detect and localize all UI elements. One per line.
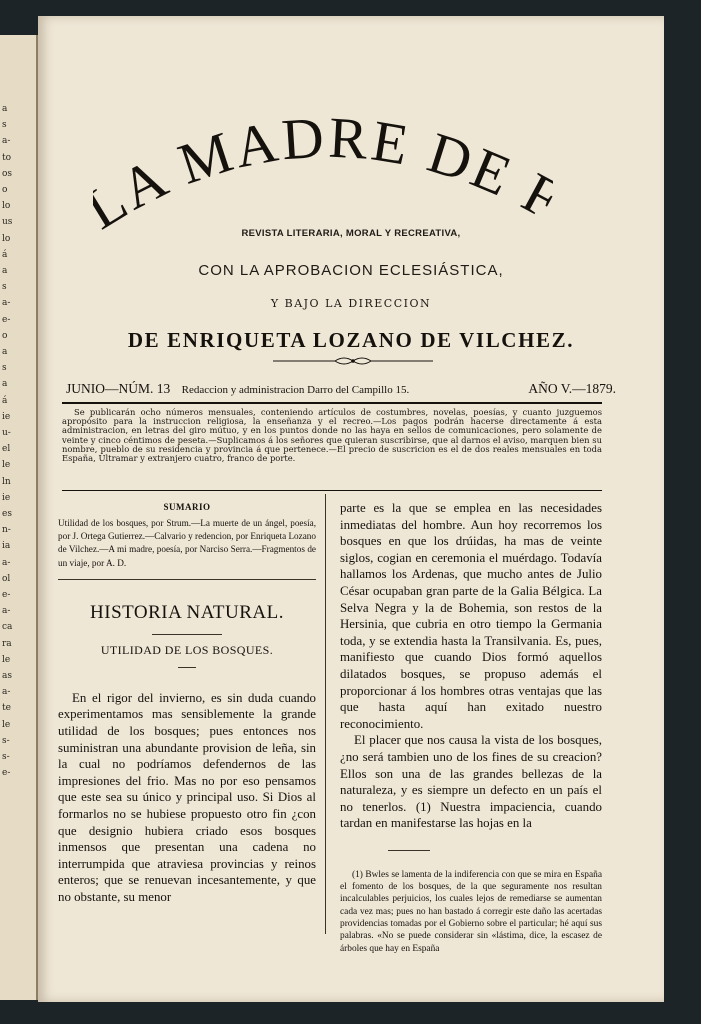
newspaper-page	[38, 16, 664, 1002]
issue-number: JUNIO—NÚM. 13	[66, 381, 171, 396]
facing-page-fragment: s-	[2, 735, 10, 746]
facing-page-fragment: o	[2, 330, 8, 341]
article-paragraph-2: parte es la que se emplea en las necesidades inmediatas del hombre. Aun hoy recorremos los bosques en que los drúidas, ha mas de veinte siglos, cogian en ceremonia el muérdago. Todavía hallamos los Ardenas, que mucho antes de Julio César ocupaban gran parte de la Galia Bélgica. La Selva Negra y la de Bohemia, son restos de la Hersinia, que cubria en otro tiempo la Germania toda, y se extendia hasta la Transilvania. Es, pues, manifiesto que cuando Dios formó aquellos dilatados bosques, se propuso además el proporcionar á los hombres otras ventajas que las que hasta aquí han exitado nuestro reconocimiento.	[340, 501, 602, 731]
facing-page-fragment: u-	[2, 428, 11, 438]
section-rule	[152, 634, 222, 635]
right-column	[340, 500, 602, 955]
facing-page-fragment: ca	[2, 622, 13, 633]
facing-page-fragment: á	[2, 395, 8, 406]
facing-page-fragment: lo	[2, 233, 11, 244]
facing-page-fragment: le	[2, 460, 11, 471]
column-divider	[325, 494, 326, 934]
footnote: (1) Bwles se lamenta de la indiferencia con que se mira en España el fomento de los bosques, de la que seguramente nos resultan incalculables perjuicios, los cuales lejos de remediarse se aumentan cada vez mas; pues no han bastado á corregir este daño las acertadas providencias tomadas por el Gobierno sobre el particular; hé aquí sus palabras. «No se puede considerar sin «lástima, dice, la escasez de árboles que hay en España	[340, 869, 602, 954]
sumario-contents: Utilidad de los bosques, por Strum.—La muerte de un ángel, poesía, por J. Ortega Gutierrez.—Calvario y redencion, por Enriqueta Lozano de Vilchez.—A mi madre, poesía, por Narciso Serra.—Fragmentos de un viaje, por A. D.	[58, 518, 316, 568]
facing-page-fragment: lo	[2, 201, 11, 212]
facing-page-fragment: e-	[2, 768, 11, 779]
director-name: DE ENRIQUETA LOZANO DE VILCHEZ.	[127, 328, 575, 352]
journal-subtitle: REVISTA LITERARIA, MORAL Y RECREATIVA,	[241, 228, 461, 239]
facing-page-fragment: ie	[2, 411, 11, 422]
facing-page-fragment: e-	[2, 314, 11, 325]
facing-page-fragment: te	[2, 703, 11, 714]
facing-page-fragment: le	[2, 719, 11, 730]
facing-page-fragment: a	[2, 266, 8, 276]
facing-page-fragment: n-	[2, 525, 11, 536]
article-paragraph-1: En el rigor del invierno, es sin duda cuando experimentamos mas sensiblemente la grande utilidad de los bosques; pues entonces nos suministran una abundante provision de leña, sin la cual no podríamos defendernos de las impresiones del frio. Mas no por eso pensamos que este sea su único y principal uso. Si Dios al formarlos no se hubiese propuesto otro fin ¿con que designio hubiera criado esos bosques inmensos que presentan una cadena no interrumpida que atraviesa provincias y reinos enteros; que se renuevan incesantemente, y que no obstante, su menor	[58, 690, 316, 904]
facing-page-fragment: o	[2, 185, 8, 195]
masthead-text: A MADRE DE	[110, 111, 523, 223]
facing-page-fragment: to	[2, 152, 12, 163]
ornament-divider	[273, 355, 433, 367]
facing-page-fragment: os	[2, 168, 13, 179]
facing-page-fragment: s	[2, 282, 7, 293]
facing-page-fragment: a-	[2, 557, 11, 568]
facing-page-fragment: a	[2, 347, 8, 357]
facing-page-fragment: ln	[2, 476, 11, 487]
facing-page-fragment: s-	[2, 752, 10, 762]
facing-page-fragment: us	[2, 217, 13, 228]
facing-page-fragment: a-	[2, 606, 11, 617]
left-column	[58, 500, 316, 906]
rule-bottom	[62, 490, 602, 491]
footnote-rule	[388, 850, 430, 851]
svg-text:LA MADRE DE FAMILIA,	[93, 111, 553, 242]
facing-page-fragment: s	[2, 120, 7, 131]
facing-page-fragment: ra	[2, 638, 12, 649]
issue-info-line	[66, 381, 616, 397]
facing-page-fragment: e-	[2, 590, 11, 600]
article-paragraph-3: El placer que nos causa la vista de los bosques, ¿no será tambien uno de los fines de su creacion? Ellos son una de las grandes bellezas de la naturaleza, y es siempre un defecto en un país el no tenerlos. (1) Nuestra impaciencia, cuando tardan en manifestarse las hojas en la	[340, 733, 602, 831]
facing-page-fragment: a	[2, 379, 8, 390]
facing-page-fragment: le	[2, 654, 11, 665]
facing-page-edge	[0, 35, 38, 1000]
article-title: UTILIDAD DE LOS BOSQUES.	[100, 642, 274, 657]
facing-page-fragment: ie	[2, 492, 11, 503]
facing-page-fragment: a-	[2, 298, 11, 309]
facing-page-fragment: a-	[2, 687, 11, 698]
editorial-office: Redaccion y administracion Darro del Campillo 15.	[181, 384, 410, 396]
facing-page-fragment: ol	[2, 573, 11, 584]
facing-page-fragment: es	[2, 509, 12, 519]
facing-page-fragment: a-	[2, 136, 11, 147]
issue-year: AÑO V.—1879.	[528, 381, 616, 396]
subscription-notice	[62, 408, 602, 463]
facing-page-fragment: ia	[2, 541, 11, 552]
ecclesiastical-approval: CON LA APROBACION ECLESIÁSTICA,	[198, 262, 504, 279]
facing-page-fragment: as	[2, 671, 12, 681]
rule-top	[62, 402, 602, 404]
direction-intro: Y BAJO LA DIRECCION	[270, 297, 432, 310]
subscription-notice-text: Se publicarán ocho números mensuales, conteniendo artículos de costumbres, novelas, poesías, y cuanto juzguemos apropósito para la instruccion religiosa, la enseñanza y el recreo.—Los pagos podrán hacerse directamente á esta administracion, en letras del giro mútuo, y en los puntos donde no las haya en sellos de comunicaciones, pero solamente de veinte y cinco céntimos de peseta.—Suplicamos á los señores que quieran suscribirse, que al darnos el aviso, marquen bien su nombre, pueblo de su residencia y provincia á que pertenece.—El precio de suscricion es el de dos reales mensuales en toda España, Ultramar y extranjero cuatro, franco de porte.	[62, 407, 602, 464]
sumario-heading: SUMARIO	[163, 502, 211, 512]
sumario-rule	[58, 579, 316, 580]
facing-page-fragment: s	[2, 363, 7, 374]
facing-page-fragment: a	[2, 104, 8, 114]
section-heading: HISTORIA NATURAL.	[90, 601, 284, 623]
facing-page-fragment: el	[2, 444, 11, 455]
facing-page-fragment: á	[2, 249, 8, 260]
title-rule	[178, 667, 196, 668]
